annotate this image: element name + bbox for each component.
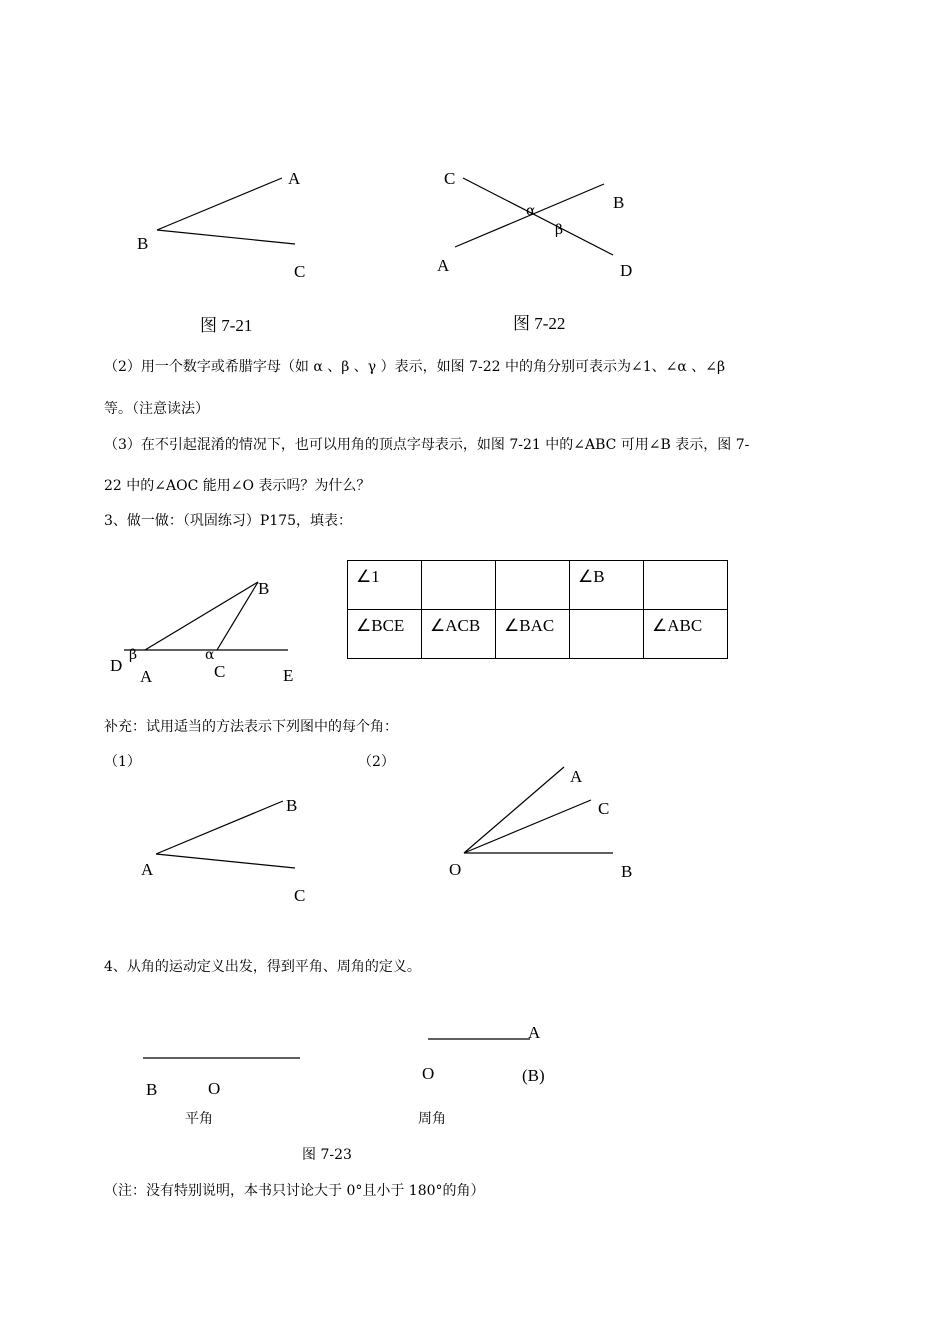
label-a: A bbox=[141, 860, 154, 879]
ray-ac bbox=[156, 854, 295, 868]
label-b-paren: (B) bbox=[522, 1066, 545, 1085]
label-a: A bbox=[140, 667, 153, 686]
label-d: D bbox=[110, 656, 123, 675]
label-o: O bbox=[422, 1064, 435, 1083]
table-cell[interactable] bbox=[496, 561, 570, 610]
label-d: D bbox=[620, 261, 633, 280]
table-cell[interactable]: ∠B bbox=[570, 561, 644, 610]
caption-7-21: 图 7-21 bbox=[200, 316, 253, 335]
label-b: B bbox=[146, 1080, 158, 1099]
ray-bc bbox=[157, 230, 295, 244]
fill-in-table bbox=[347, 560, 728, 659]
ray-ab bbox=[156, 801, 283, 854]
label-a: A bbox=[437, 256, 450, 275]
label-b: B bbox=[286, 796, 298, 815]
caption-7-23: 图 7-23 bbox=[302, 1147, 352, 1163]
paragraph-2-line-1: （2）用一个数字或希腊字母（如 α 、β 、γ ）表示，如图 7-22 中的角分别可表示为∠1、∠α 、∠β bbox=[104, 359, 726, 375]
paragraph-4: 4、从角的运动定义出发，得到平角、周角的定义。 bbox=[104, 959, 421, 975]
figure-7-21 bbox=[137, 169, 305, 335]
table-row bbox=[348, 610, 728, 659]
ray-ba bbox=[157, 178, 282, 230]
paragraph-3-line-1: （3）在不引起混淆的情况下，也可以用角的顶点字母表示，如图 7-21 中的∠ABC 可用∠B 表示，图 7- bbox=[104, 437, 750, 453]
table-cell[interactable]: ∠ACB bbox=[422, 610, 496, 659]
label-b: B bbox=[137, 234, 149, 253]
label-a: A bbox=[288, 169, 301, 188]
supplement-heading: 补充：试用适当的方法表示下列图中的每个角： bbox=[104, 719, 398, 735]
table-cell[interactable]: ∠BCE bbox=[348, 610, 422, 659]
ray-oa bbox=[464, 767, 564, 853]
label-c: C bbox=[214, 662, 226, 681]
table-cell[interactable] bbox=[644, 561, 728, 610]
label-a: A bbox=[528, 1023, 541, 1042]
table-cell[interactable]: ∠1 bbox=[348, 561, 422, 610]
label-b: B bbox=[621, 862, 633, 881]
supplement-item-2: （2） bbox=[358, 754, 395, 770]
label-e: E bbox=[283, 666, 294, 685]
paragraph-3-exercise: 3、做一做：（巩固练习）P175，填表： bbox=[104, 513, 353, 529]
label-a: A bbox=[570, 767, 583, 786]
paragraph-2-line-2: 等。（注意读法） bbox=[104, 401, 209, 417]
table-cell[interactable]: ∠BAC bbox=[496, 610, 570, 659]
table-row bbox=[348, 561, 728, 610]
label-c: C bbox=[444, 169, 456, 188]
label-c: C bbox=[294, 886, 306, 905]
footnote: （注：没有特别说明，本书只讨论大于 0°且小于 180°的角） bbox=[104, 1183, 485, 1199]
label-b: B bbox=[258, 579, 270, 598]
supplement-item-1: （1） bbox=[104, 754, 141, 770]
label-beta: β bbox=[129, 647, 138, 663]
table-cell[interactable] bbox=[422, 561, 496, 610]
label-alpha: α bbox=[205, 647, 215, 663]
label-c: C bbox=[598, 799, 610, 818]
figure-supplement-1 bbox=[141, 796, 305, 905]
ray-oc bbox=[464, 800, 591, 853]
round-angle-label: 周角 bbox=[418, 1111, 446, 1127]
paragraph-3-line-2: 22 中的∠AOC 能用∠O 表示吗？为什么？ bbox=[104, 478, 371, 494]
figure-7-22 bbox=[437, 169, 632, 333]
caption-7-22: 图 7-22 bbox=[513, 314, 566, 333]
label-o: O bbox=[208, 1079, 221, 1098]
segment-ab bbox=[145, 582, 258, 650]
label-b: B bbox=[613, 193, 625, 212]
segment-cb bbox=[217, 582, 258, 650]
figure-exercise bbox=[110, 579, 293, 686]
label-c: C bbox=[294, 262, 306, 281]
figure-7-23 bbox=[143, 1023, 545, 1163]
table-cell[interactable] bbox=[570, 610, 644, 659]
label-o: O bbox=[449, 860, 462, 879]
figure-supplement-2 bbox=[449, 767, 632, 881]
table-cell[interactable]: ∠ABC bbox=[644, 610, 728, 659]
label-alpha: α bbox=[526, 203, 536, 219]
straight-angle-label: 平角 bbox=[185, 1111, 213, 1127]
label-beta: β bbox=[555, 222, 564, 238]
